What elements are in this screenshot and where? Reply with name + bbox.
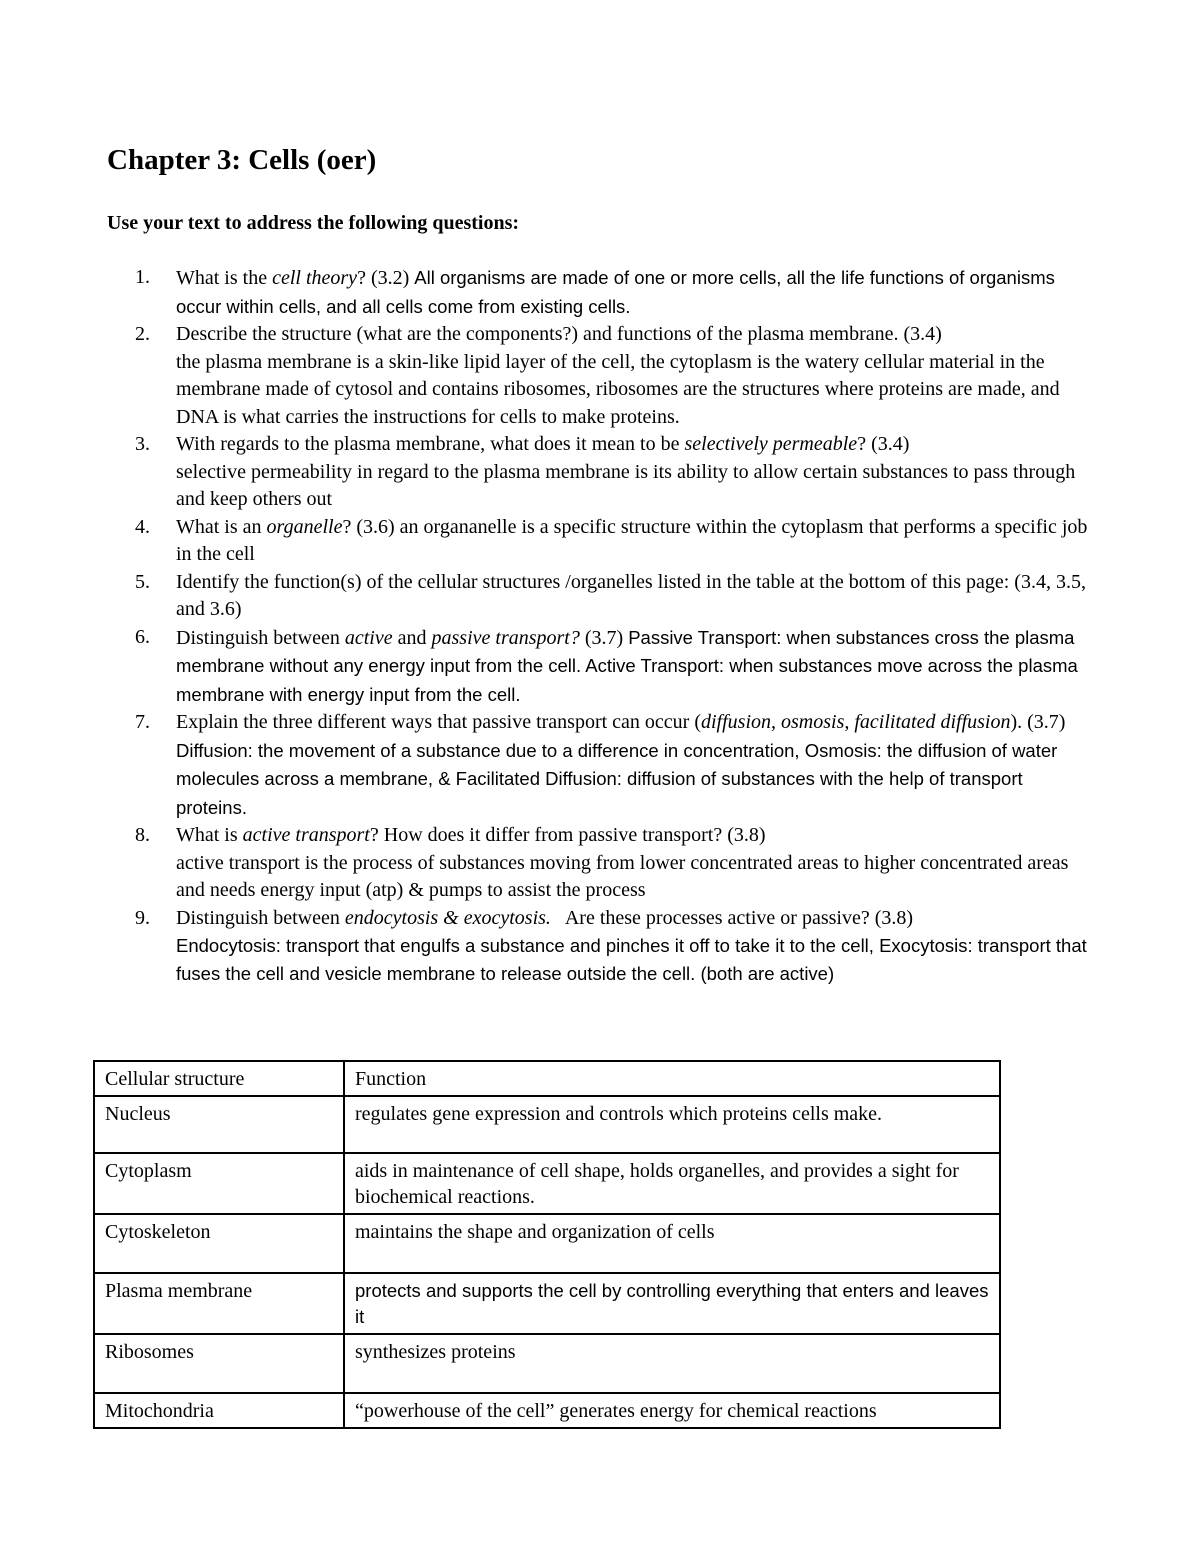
question-text: Identify the function(s) of the cellular structures /organelles listed in the table at the bottom of this page: (3.4, 3.5, and 3.6) xyxy=(176,570,1086,620)
question-term: diffusion, osmosis, facilitated diffusion xyxy=(701,711,1011,733)
answer-text: the plasma membrane is a skin-like lipid layer of the cell, the cytoplasm is the watery cellular material in the membrane made of cytosol and contains ribosomes, ribosomes are the structures where proteins are made, and DNA is what carries the instructions for cells to make proteins. xyxy=(176,350,1060,428)
question-7 xyxy=(135,709,1095,822)
function-text: protects and supports the cell by controlling everything that enters and leaves it xyxy=(355,1280,989,1327)
question-number: 8. xyxy=(135,824,150,846)
function-cell: “powerhouse of the cell” generates energy for chemical reactions xyxy=(344,1393,1000,1428)
question-text: ). (3.7) xyxy=(1010,711,1066,733)
structure-cell: Plasma membrane xyxy=(94,1273,344,1334)
question-number: 9. xyxy=(135,906,150,929)
question-text: ? (3.4) xyxy=(857,433,910,455)
question-term: organelle xyxy=(266,515,343,538)
question-5 xyxy=(135,569,1095,624)
question-text: Describe the structure (what are the components?) and functions of the plasma membrane. (3.4) xyxy=(176,323,942,345)
function-cell: maintains the shape and organization of cells xyxy=(344,1214,1000,1273)
question-text: ? (3.6) xyxy=(342,515,400,538)
question-term: active transport xyxy=(242,824,370,846)
question-text: What is an xyxy=(176,515,267,538)
structure-cell: Cytoskeleton xyxy=(94,1214,344,1273)
answer-text: Endocytosis: transport that engulfs a substance and pinches it off to take it to the cell, Exocytosis: transport that fuses the cell and vesicle membrane to release outside the cell. (both are active) xyxy=(176,935,1087,984)
table-row xyxy=(94,1334,1000,1393)
question-text: What is the xyxy=(176,267,273,289)
question-term: cell theory xyxy=(272,267,358,289)
question-text: Explain the three different ways that passive transport can occur ( xyxy=(176,711,701,733)
question-1 xyxy=(135,264,1095,321)
question-text: ? How does it differ from passive transport? (3.8) xyxy=(369,824,766,846)
function-cell: synthesizes proteins xyxy=(344,1334,1000,1393)
structure-cell: Mitochondria xyxy=(94,1393,344,1428)
table-row xyxy=(94,1153,1000,1214)
question-text: Distinguish between xyxy=(176,906,345,929)
header-cell: Cellular structure xyxy=(94,1061,344,1096)
organelle-function-table xyxy=(93,1060,1001,1429)
answer-text: selective permeability in regard to the plasma membrane is its ability to allow certain substances to pass through and keep others out xyxy=(176,460,1076,510)
answer-text: an organanelle is a specific structure within the cytoplasm that performs a specific job in the cell xyxy=(176,515,1088,565)
question-text: ? (3.2) xyxy=(357,267,415,289)
question-text: and xyxy=(392,626,432,649)
structure-cell: Nucleus xyxy=(94,1096,344,1153)
answer-text: All organisms are made of one or more cells, all the life functions of organisms occur within cells, and all cells come from existing cells. xyxy=(176,267,1055,317)
answer-text: active transport is the process of substances moving from lower concentrated areas to higher concentrated areas and needs energy input (atp) & pumps to assist the process xyxy=(176,851,1069,901)
answer-text: Diffusion: the movement of a substance due to a difference in concentration, Osmosis: the diffusion of water molecules across a membrane, & Facilitated Diffusion: diffusion of substances with the help of transport proteins. xyxy=(176,739,1058,818)
question-2 xyxy=(135,321,1095,431)
question-9 xyxy=(135,905,1095,988)
function-cell xyxy=(344,1273,1000,1334)
question-number: 1. xyxy=(135,266,150,288)
question-number: 5. xyxy=(135,570,150,593)
question-list xyxy=(135,264,1095,987)
header-cell: Function xyxy=(344,1061,1000,1096)
question-text: Are these processes active or passive? (3.8) xyxy=(550,906,914,929)
question-term: endocytosis & exocytosis. xyxy=(344,906,551,929)
instructions-heading: Use your text to address the following questions: xyxy=(107,212,520,234)
question-6 xyxy=(135,624,1095,710)
question-number: 6. xyxy=(135,625,150,648)
question-3 xyxy=(135,431,1095,514)
function-cell: regulates gene expression and controls which proteins cells make. xyxy=(344,1096,1000,1153)
table-row xyxy=(94,1273,1000,1334)
answer-text: Passive Transport: when substances cross the plasma membrane without any energy input from the cell. Active Transport: when substances move across the plasma membrane with energy input from the cell. xyxy=(176,626,1078,705)
table-row xyxy=(94,1214,1000,1273)
question-text: Distinguish between xyxy=(176,626,345,649)
question-4 xyxy=(135,514,1095,569)
table-header-row xyxy=(94,1061,1000,1096)
structure-cell: Cytoplasm xyxy=(94,1153,344,1214)
question-term: passive transport? xyxy=(431,626,580,649)
table-row xyxy=(94,1096,1000,1153)
question-term: selectively permeable xyxy=(684,433,858,455)
question-8 xyxy=(135,822,1095,905)
page-title: Chapter 3: Cells (oer) xyxy=(107,144,377,176)
structure-cell: Ribosomes xyxy=(94,1334,344,1393)
question-term: active xyxy=(344,626,393,649)
question-number: 4. xyxy=(135,515,150,538)
question-number: 7. xyxy=(135,711,150,733)
table-row xyxy=(94,1393,1000,1428)
question-number: 2. xyxy=(135,323,150,345)
question-text: (3.7) xyxy=(579,626,629,649)
function-cell: aids in maintenance of cell shape, holds organelles, and provides a sight for biochemical reactions. xyxy=(344,1153,1000,1214)
question-text: With regards to the plasma membrane, what does it mean to be xyxy=(176,433,685,455)
question-number: 3. xyxy=(135,433,150,455)
question-text: What is xyxy=(176,824,243,846)
